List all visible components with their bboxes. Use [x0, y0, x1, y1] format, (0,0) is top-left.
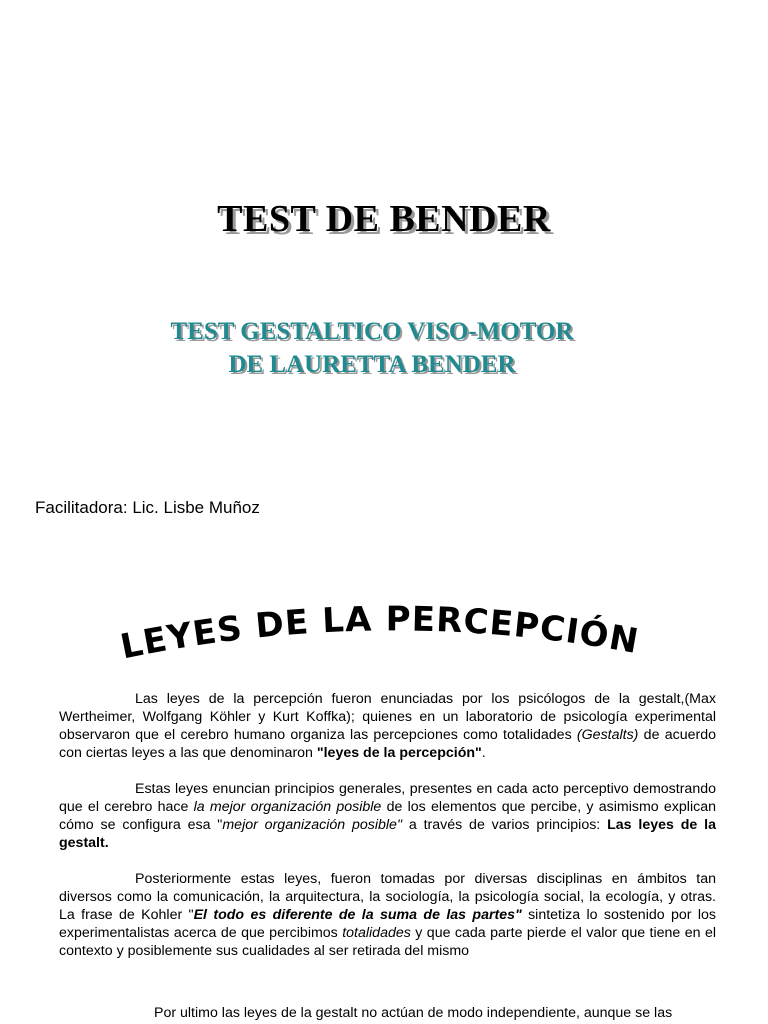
p1-text-e: .	[481, 745, 486, 761]
paragraph-4: Por ultimo las leyes de la gestalt no actúan de modo independiente, aunque se las	[154, 1005, 673, 1021]
paragraph-1	[59, 690, 716, 762]
p3-quote-bold-italic: El todo es diferente de la suma de las partes"	[193, 907, 522, 923]
p3-italic: totalidades	[342, 925, 411, 941]
p3-text-c: sintetiza lo sostenido por los experimentalistas acerca de que percibimos	[59, 907, 716, 941]
body-text	[59, 690, 716, 1021]
p3-text-a: Posteriormente estas leyes, fueron tomadas por diversas disciplinas en ámbitos tan diversos como la comunicación, la arquitectura, la sociología, la psicología social, la ecología, y otras. La frase de Kohler "	[59, 871, 716, 923]
section-heading-arched	[80, 600, 680, 680]
p1-gestalts-italic: (Gestalts)	[576, 727, 639, 743]
paragraph-2	[59, 780, 716, 852]
p2-italic-1: la mejor organización posible	[193, 799, 382, 815]
subtitle-line-1: TEST GESTALTICO VISO-MOTOR	[170, 318, 574, 345]
facilitator-line: Facilitadora: Lic. Lisbe Muñoz	[35, 498, 260, 517]
p1-text-c: de acuerdo con ciertas leyes a las que denominaron	[59, 727, 716, 761]
section-heading: LEYES DE LA PERCEPCIÓN	[117, 600, 642, 668]
p1-text-a: Las leyes de la percepción fueron enunciadas por los psicólogos de la gestalt,(Max Wertheimer, Wolfgang Köhler y Kurt Koffka); quienes en un laboratorio de psicología experimental observaron que el cerebro humano organiza las percepciones como totalidades	[59, 691, 716, 743]
p2-italic-2: mejor organización posible"	[222, 817, 402, 833]
p3-text-e: y que cada parte pierde el valor que tiene en el contexto y posiblemente sus cualidades al ser retirada del mismo	[59, 925, 716, 959]
paragraph-3	[59, 870, 716, 960]
p2-text-c: de los elementos que percibe, y asimismo explican cómo se configura esa "	[59, 799, 716, 833]
p2-text-a: Estas leyes enuncian principios generales, presentes en cada acto perceptivo demostrando que el cerebro hace	[59, 781, 716, 815]
p1-leyes-bold: "leyes de la percepción"	[316, 745, 482, 761]
document-title: TEST DE BENDER	[217, 198, 551, 240]
p2-bold: Las leyes de la gestalt.	[59, 817, 716, 851]
subtitle-line-2: DE LAURETTA BENDER	[228, 351, 516, 378]
p2-text-e: a través de varios principios:	[401, 817, 608, 833]
